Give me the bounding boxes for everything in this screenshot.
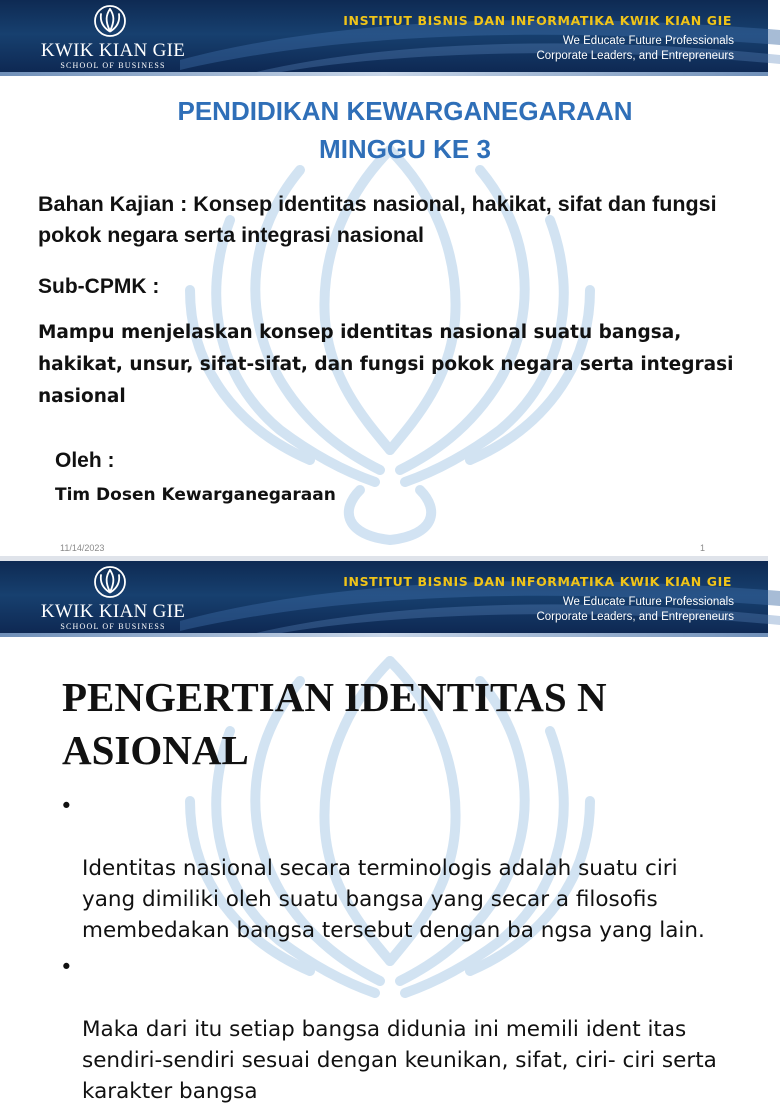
tagline-line-2: Corporate Leaders, and Entrepreneurs [536,611,734,623]
tagline-line-2: Corporate Leaders, and Entrepreneurs [536,50,734,62]
bullet-text: Identitas nasional secara terminologis adalah suatu ciri yang dimiliki oleh suatu bangsa yang secar a filosofis membedakan bangsa tersebut dengan ba ngsa yang lain. [82,856,705,943]
institution-name: INSTITUT BISNIS DAN INFORMATIKA KWIK KIAN GIE [343,13,732,28]
sub-cpmk-text: Mampu menjelaskan konsep identitas nasional suatu bangsa, hakikat, unsur, sifat-sifat, dan fungsi pokok negara serta integrasi nasional [38,322,734,407]
author-text: Tim Dosen Kewarganegaraan [55,485,336,505]
slide-page-number: 1 [700,543,706,553]
slide-1 [0,0,768,556]
slide-title-line-2: MINGGU KE 3 [319,134,491,164]
institution-name: INSTITUT BISNIS DAN INFORMATIKA KWIK KIAN GIE [343,574,732,589]
bullet-list [60,791,720,1113]
garuda-emblem-icon [92,3,128,39]
bullet-marker: • [60,955,73,980]
oleh-label: Oleh : [55,449,115,472]
tagline-line-1: We Educate Future Professionals [562,596,734,608]
slide-date: 11/14/2023 [60,543,105,553]
header-divider [0,72,768,76]
logo-subtitle: SCHOOL OF BUSINESS [60,622,166,631]
sub-cpmk-label: Sub-CPMK : [38,275,160,298]
bullet-item [60,952,720,1107]
slide-title: PENGERTIAN IDENTITAS N ASIONAL [62,674,607,773]
bullet-item [60,791,720,946]
logo-subtitle: SCHOOL OF BUSINESS [60,61,166,70]
logo-name: KWIK KIAN GIE [40,40,186,61]
slide-title-line-1: PENDIDIKAN KEWARGANEGARAAN [177,96,633,126]
header-divider [0,633,768,637]
tagline-line-1: We Educate Future Professionals [562,35,734,47]
header-banner [0,561,768,637]
logo-name: KWIK KIAN GIE [40,601,186,622]
bahan-kajian-text: Bahan Kajian : Konsep identitas nasional, hakikat, sifat dan fungsi pokok negara serta integrasi nasional [38,192,717,247]
bullet-text: Maka dari itu setiap bangsa didunia ini memili ident itas sendiri-sendiri sesuai dengan keunikan, sifat, ciri- ciri serta karakter bangsa [82,1017,717,1104]
slide-2 [0,561,768,1104]
garuda-emblem-icon [92,564,128,600]
bullet-marker: • [60,794,73,819]
header-banner [0,0,768,76]
